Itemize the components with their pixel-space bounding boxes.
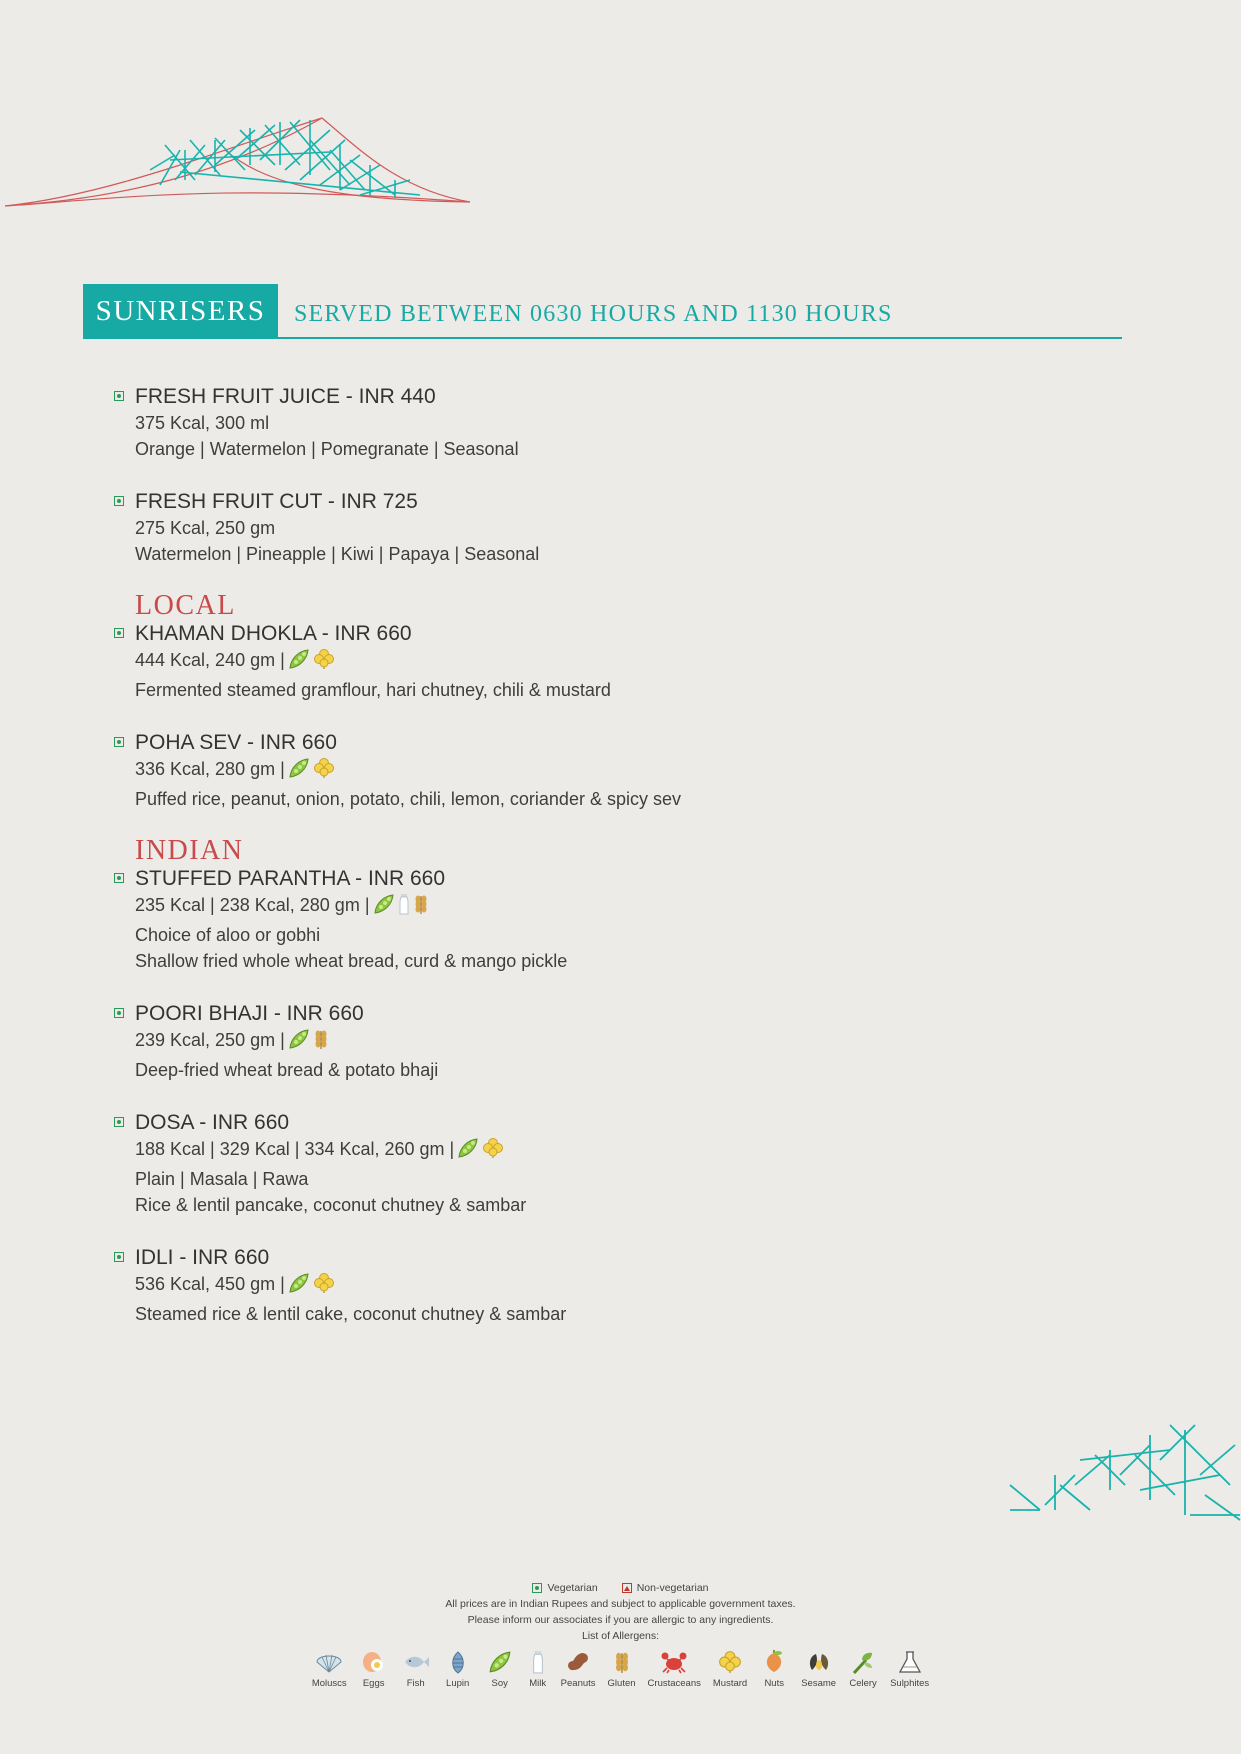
veg-mark-icon xyxy=(114,1252,124,1262)
celery-icon xyxy=(848,1650,878,1674)
item-calories: 336 Kcal, 280 gm | xyxy=(135,756,1014,786)
allergen-eggs: Eggs xyxy=(359,1650,389,1692)
allergen-list xyxy=(0,1650,1241,1692)
item-allergens xyxy=(287,1028,331,1057)
item-title: POORI BHAJI - INR 660 xyxy=(135,1002,364,1025)
price-note: All prices are in Indian Rupees and subject to applicable government taxes. xyxy=(445,1598,796,1610)
item-calories: 375 Kcal, 300 ml xyxy=(135,413,270,433)
section-indian-title: INDIAN xyxy=(135,835,244,866)
veg-mark-icon xyxy=(114,628,124,638)
menu-list xyxy=(114,384,1014,1327)
mustard-icon xyxy=(481,1137,505,1159)
allergen-soy: Soy xyxy=(485,1650,515,1692)
menu-item xyxy=(114,489,1014,567)
milk-icon xyxy=(397,893,411,915)
mustard-icon xyxy=(312,648,336,670)
moluscs-icon xyxy=(314,1650,344,1674)
item-calories: 235 Kcal | 238 Kcal, 280 gm | xyxy=(135,892,1014,922)
peanuts-icon xyxy=(563,1650,593,1674)
section-local-title: LOCAL xyxy=(135,590,236,621)
serving-hours: SERVED BETWEEN 0630 HOURS AND 1130 HOURS xyxy=(294,301,893,327)
veg-mark-icon xyxy=(114,1008,124,1018)
menu-item xyxy=(114,1001,1014,1083)
item-calories: 239 Kcal, 250 gm | xyxy=(135,1027,1014,1057)
mustard-icon xyxy=(312,1272,336,1294)
diet-key xyxy=(0,1580,1241,1596)
allergen-moluscs: Moluscs xyxy=(312,1650,347,1692)
crustaceans-icon xyxy=(659,1650,689,1674)
fish-icon xyxy=(401,1650,431,1674)
soy-icon xyxy=(287,648,311,670)
section-title-box: SUNRISERS xyxy=(83,284,278,339)
veg-mark-icon xyxy=(114,496,124,506)
item-allergens xyxy=(287,648,337,677)
allergen-milk: Milk xyxy=(527,1650,549,1692)
item-calories: 275 Kcal, 250 gm xyxy=(135,518,276,538)
gluten-icon xyxy=(412,893,430,915)
menu-item xyxy=(114,1245,1014,1327)
menu-item xyxy=(114,866,1014,974)
nonveg-mark-icon xyxy=(622,1583,632,1593)
allergen-fish: Fish xyxy=(401,1650,431,1692)
veg-mark-icon xyxy=(114,391,124,401)
item-title: DOSA - INR 660 xyxy=(135,1111,290,1134)
allergen-sulphites: Sulphites xyxy=(890,1650,929,1692)
sulphites-icon xyxy=(895,1650,925,1674)
milk-icon xyxy=(527,1650,549,1674)
allergen-mustard: Mustard xyxy=(713,1650,747,1692)
item-allergens xyxy=(456,1137,506,1166)
item-title: KHAMAN DHOKLA - INR 660 xyxy=(135,622,412,645)
item-choice: Choice of aloo or gobhi xyxy=(135,925,321,945)
menu-item xyxy=(114,384,1014,462)
veg-mark-icon xyxy=(114,737,124,747)
section-header xyxy=(83,284,1122,339)
allergen-crustaceans: Crustaceans xyxy=(648,1650,701,1692)
soy-icon xyxy=(287,1272,311,1294)
menu-item xyxy=(114,621,1014,703)
soy-icon xyxy=(456,1137,480,1159)
item-description: Shallow fried whole wheat bread, curd & mango pickle xyxy=(135,951,568,971)
allergen-gluten: Gluten xyxy=(608,1650,636,1692)
allergen-nuts: Nuts xyxy=(759,1650,789,1692)
veg-key: Vegetarian xyxy=(532,1580,597,1596)
item-calories: 536 Kcal, 450 gm | xyxy=(135,1271,1014,1301)
gluten-icon xyxy=(610,1650,634,1674)
soy-icon xyxy=(372,893,396,915)
veg-mark-icon xyxy=(114,1117,124,1127)
item-description: Puffed rice, peanut, onion, potato, chili, lemon, coriander & spicy sev xyxy=(135,789,681,809)
item-title: FRESH FRUIT JUICE - INR 440 xyxy=(135,385,436,408)
item-title: STUFFED PARANTHA - INR 660 xyxy=(135,867,445,890)
nuts-icon xyxy=(759,1650,789,1674)
item-description: Orange | Watermelon | Pomegranate | Seasonal xyxy=(135,439,519,459)
item-description: Fermented steamed gramflour, hari chutney, chili & mustard xyxy=(135,680,611,700)
sesame-icon xyxy=(804,1650,834,1674)
item-description: Steamed rice & lentil cake, coconut chutney & sambar xyxy=(135,1304,567,1324)
soy-icon xyxy=(287,1028,311,1050)
lupin-icon xyxy=(443,1650,473,1674)
eggs-icon xyxy=(359,1650,389,1674)
item-variants: Plain | Masala | Rawa xyxy=(135,1169,309,1189)
mustard-icon xyxy=(312,757,336,779)
allergen-lupin: Lupin xyxy=(443,1650,473,1692)
veg-mark-icon xyxy=(532,1583,542,1593)
legend xyxy=(0,1580,1241,1692)
item-title: POHA SEV - INR 660 xyxy=(135,731,337,754)
allergen-peanuts: Peanuts xyxy=(561,1650,596,1692)
item-calories: 188 Kcal | 329 Kcal | 334 Kcal, 260 gm | xyxy=(135,1136,1014,1166)
veg-mark-icon xyxy=(114,873,124,883)
allergen-celery: Celery xyxy=(848,1650,878,1692)
soy-icon xyxy=(485,1650,515,1674)
gluten-icon xyxy=(312,1028,330,1050)
header-underline xyxy=(278,337,1122,339)
allergen-sesame: Sesame xyxy=(801,1650,836,1692)
menu-item xyxy=(114,730,1014,812)
item-allergens xyxy=(287,1272,337,1301)
nonveg-key: Non-vegetarian xyxy=(622,1580,709,1596)
item-title: FRESH FRUIT CUT - INR 725 xyxy=(135,490,418,513)
item-title: IDLI - INR 660 xyxy=(135,1246,270,1269)
item-allergens xyxy=(372,893,431,922)
allergen-list-title: List of Allergens: xyxy=(581,1630,660,1642)
decorative-lattice-art xyxy=(1000,1415,1241,1525)
item-allergens xyxy=(287,757,337,786)
soy-icon xyxy=(287,757,311,779)
item-calories: 444 Kcal, 240 gm | xyxy=(135,647,1014,677)
item-description: Watermelon | Pineapple | Kiwi | Papaya | Seasonal xyxy=(135,544,540,564)
mustard-icon xyxy=(715,1650,745,1674)
item-description: Deep-fried wheat bread & potato bhaji xyxy=(135,1060,439,1080)
menu-item xyxy=(114,1110,1014,1218)
decorative-bridge-art xyxy=(0,110,480,210)
allergy-note: Please inform our associates if you are allergic to any ingredients. xyxy=(467,1614,774,1626)
item-description: Rice & lentil pancake, coconut chutney & sambar xyxy=(135,1195,527,1215)
